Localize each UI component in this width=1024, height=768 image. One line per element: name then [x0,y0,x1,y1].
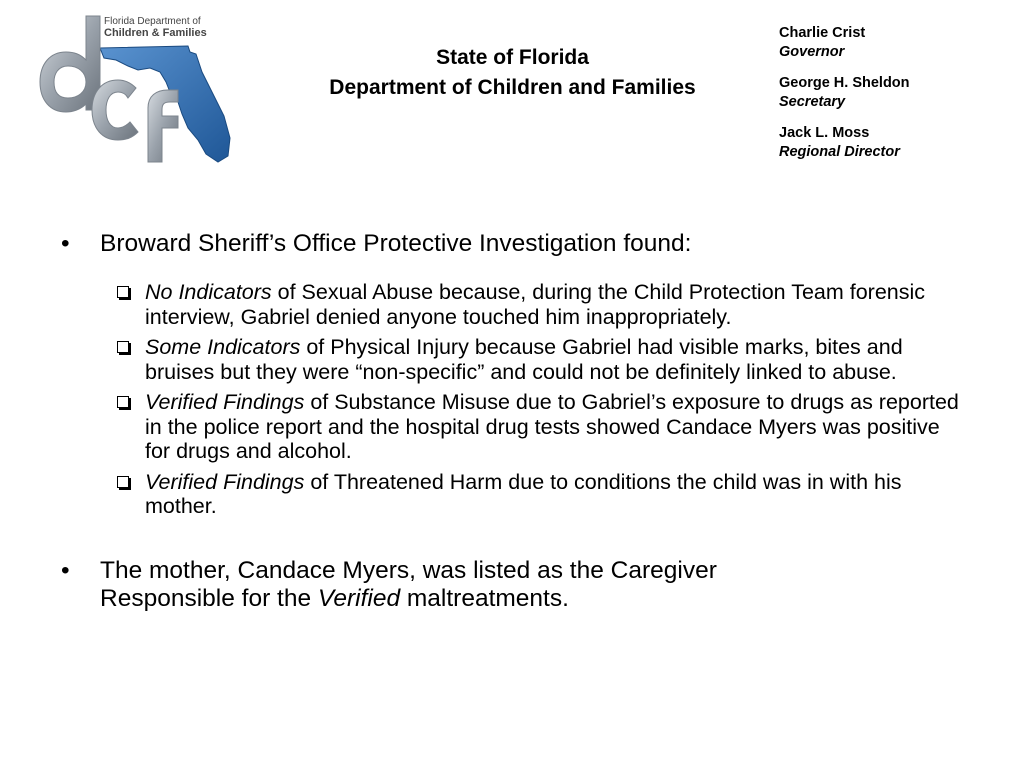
bullet-investigation [0,230,840,258]
bullet-text-before: The mother, Candace Myers, was listed as the Caregiver Responsible for the [100,556,717,612]
official-regional-director [779,124,1019,162]
finding-emphasis: Some Indicators [145,335,301,359]
findings-list [0,280,1024,519]
official-role: Governor [779,44,845,60]
bullet-caregiver [0,557,840,613]
finding-emphasis: Verified Findings [145,390,305,414]
official-secretary [779,74,1019,112]
finding-sexual-abuse [0,280,960,329]
finding-text: of Threatened Harm due to conditions the child was in with his mother. [145,469,902,518]
logo-text-bottom: Children & Families [104,27,207,39]
official-role: Secretary [779,94,846,110]
checkbox-bullet-icon [117,476,129,488]
d-letter-icon [40,16,100,112]
official-role: Regional Director [779,144,900,160]
official-governor [779,24,1019,62]
finding-substance-misuse [0,390,960,464]
finding-emphasis: Verified Findings [145,469,305,494]
dcf-logo [38,12,238,168]
finding-physical-injury [0,335,960,384]
checkbox-bullet-icon [117,286,129,298]
bullet-text: Broward Sheriff’s Office Protective Investigation found: [100,230,692,257]
slide-content [0,230,1024,613]
finding-text: of Physical Injury because Gabriel had visible marks, bites and bruises but they were “non-specific” and could not be definitely linked to abuse. [145,335,903,384]
finding-text: of Substance Misuse due to Gabriel’s exposure to drugs as reported in the police report and the hospital drug tests showed Candace Myers was positive for drugs and alcohol. [145,390,959,463]
bullet-marker: • [61,230,70,257]
bullet-emphasis: Verified [317,584,401,612]
officials-list [779,24,1019,174]
florida-map-icon [100,46,230,162]
logo-text-top: Florida Department of [104,16,201,27]
checkbox-bullet-icon [117,396,129,408]
official-name: George H. Sheldon [779,75,910,91]
official-name: Jack L. Moss [779,125,870,141]
checkbox-bullet-icon [117,341,129,353]
page-title [260,43,765,103]
finding-text: of Sexual Abuse because, during the Child Protection Team forensic interview, Gabriel denied anyone touched him inappropriately. [145,280,926,329]
finding-emphasis: No Indicators [145,280,272,304]
dcf-logo-graphic [38,12,238,168]
f-letter-icon [148,90,178,162]
bullet-text-after: maltreatments. [400,584,569,612]
official-name: Charlie Crist [779,25,866,41]
finding-threatened-harm [0,470,960,519]
c-letter-icon [92,80,138,140]
title-line-state: State of Florida [436,46,589,69]
title-line-department: Department of Children and Families [329,76,696,99]
bullet-marker: • [61,556,70,584]
